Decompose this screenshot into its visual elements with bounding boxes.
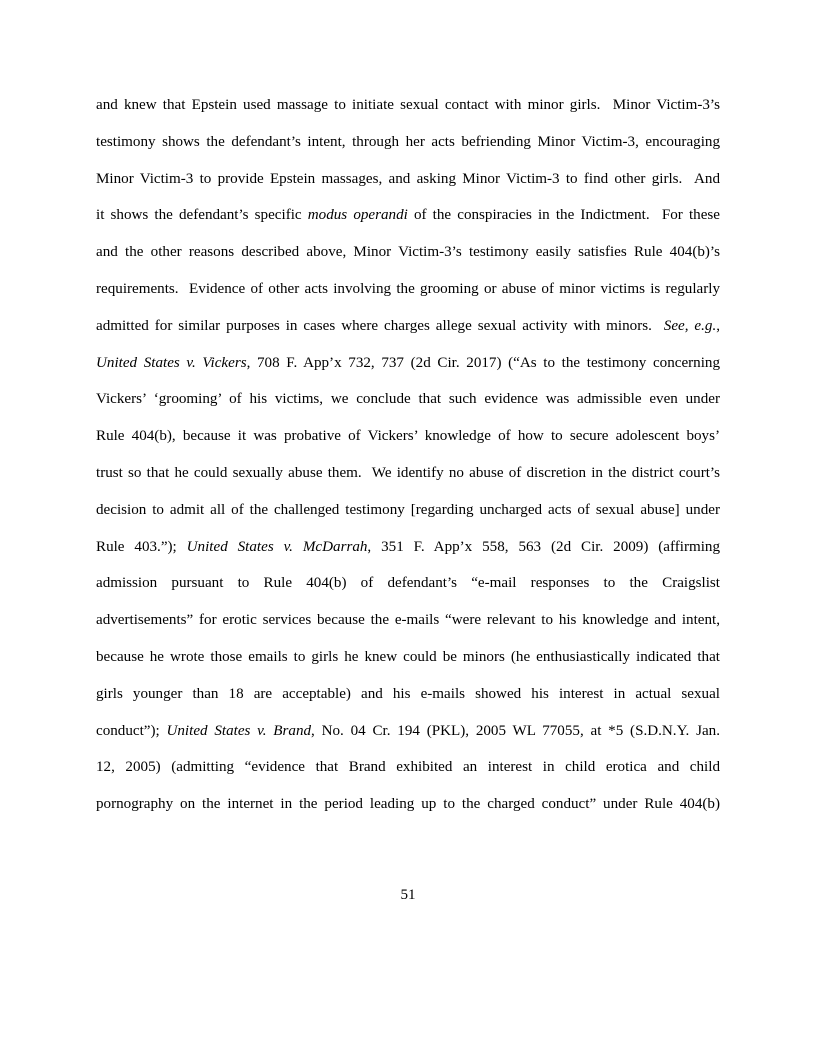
text-run: conduct”); [96, 722, 167, 739]
text-line [96, 124, 720, 161]
text-line [96, 87, 720, 124]
text-run: Vickers’ ‘grooming’ of his victims, we conclude that such evidence was admissible even under [96, 391, 720, 408]
text-line [96, 749, 720, 786]
text-line [96, 418, 720, 455]
text-run: decision to admit all of the challenged testimony [regarding uncharged acts of sexual abuse] under [96, 501, 720, 518]
text-run: because he wrote those emails to girls he knew could be minors (he enthusiastically indicated that [96, 648, 720, 665]
text-run: testimony shows the defendant’s intent, through her acts befriending Minor Victim-3, encouraging [96, 133, 720, 150]
text-run: and knew that Epstein used massage to initiate sexual contact with minor girls. Minor Victim-3’s [96, 97, 720, 113]
text-line [96, 639, 720, 676]
text-run: and the other reasons described above, Minor Victim-3’s testimony easily satisfies Rule 404(b)’s [96, 244, 720, 261]
text-run: Minor Victim-3 to provide Epstein massages, and asking Minor Victim-3 to find other girls. And [96, 170, 720, 187]
text-run: , 351 F. App’x 558, 563 (2d Cir. 2009) (affirming [367, 538, 720, 555]
page-number: 51 [400, 887, 416, 903]
text-line [96, 713, 720, 750]
text-line [96, 308, 720, 345]
text-run: of the conspiracies in the Indictment. For these [407, 207, 720, 224]
text-run: requirements. Evidence of other acts involving the grooming or abuse of minor victims is regularly [96, 280, 720, 297]
text-run: girls younger than 18 are acceptable) and his e-mails showed his interest in actual sexual [96, 685, 720, 702]
text-run: it shows the defendant’s specific [96, 207, 308, 224]
text-run: 12, 2005) (admitting “evidence that Brand exhibited an interest in child erotica and child [96, 759, 720, 776]
text-line [96, 345, 720, 382]
text-run: admission pursuant to Rule 404(b) of defendant’s “e-mail responses to the Craigslist [96, 575, 720, 592]
italic-text-run: United States v. McDarrah [186, 538, 368, 555]
text-line [96, 234, 720, 271]
text-line [96, 492, 720, 529]
italic-text-run: See, e.g. [663, 317, 717, 334]
text-run: admitted for similar purposes in cases where charges allege sexual activity with minors. [96, 317, 664, 334]
text-run: , No. 04 Cr. 194 (PKL), 2005 WL 77055, at *5 (S.D.N.Y. Jan. [311, 722, 720, 739]
text-line [96, 602, 720, 639]
text-run: , [716, 317, 720, 334]
text-line [96, 786, 720, 823]
italic-text-run: United States v. Brand [166, 722, 312, 739]
text-line [96, 197, 720, 234]
text-line [96, 271, 720, 308]
text-line [96, 381, 720, 418]
text-run: advertisements” for erotic services because the e-mails “were relevant to his knowledge and intent, [96, 612, 720, 629]
text-run: , 708 F. App’x 732, 737 (2d Cir. 2017) (“As to the testimony concerning [246, 354, 720, 371]
text-line [96, 565, 720, 602]
text-line [96, 161, 720, 198]
text-line [96, 529, 720, 566]
text-line [96, 455, 720, 492]
text-run: Rule 403.”); [96, 538, 187, 555]
body-text [96, 87, 720, 823]
text-run: trust so that he could sexually abuse them. We identify no abuse of discretion in the district court’s [96, 464, 720, 481]
italic-text-run: modus operandi [307, 207, 408, 224]
text-line [96, 676, 720, 713]
text-run: Rule 404(b), because it was probative of Vickers’ knowledge of how to secure adolescent boys’ [96, 428, 720, 445]
text-run: pornography on the internet in the period leading up to the charged conduct” under Rule 404(b) [96, 796, 720, 813]
italic-text-run: United States v. Vickers [96, 354, 247, 371]
